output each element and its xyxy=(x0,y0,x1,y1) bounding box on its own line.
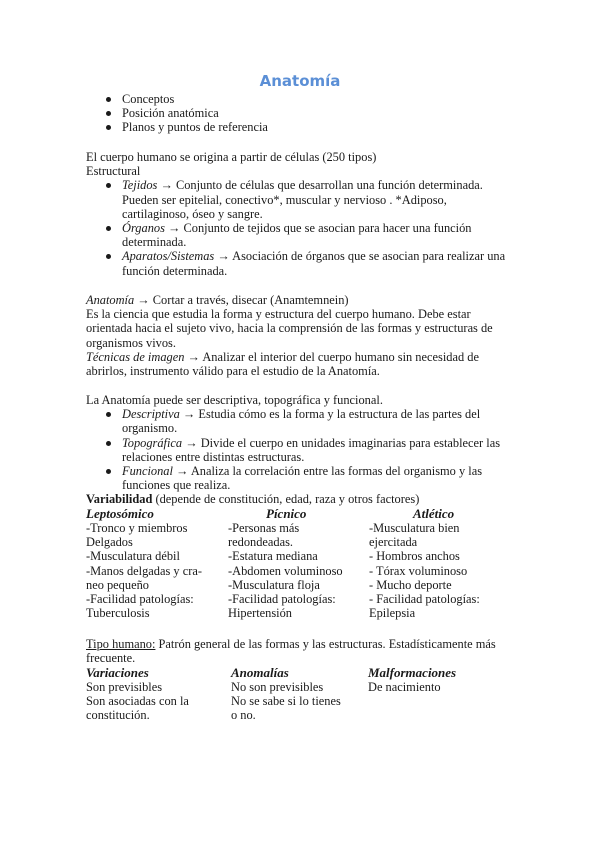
list-item: Posición anatómica xyxy=(122,106,516,120)
cell: Son previsibles xyxy=(86,680,163,694)
cell: No son previsibles xyxy=(231,680,324,694)
definition: → Analizar el interior del cuerpo humano sin necesidad de abrirlos, instrumento válido para el estudio de la Anatomía. xyxy=(86,349,479,379)
column-header: Pícnico xyxy=(266,506,307,521)
paragraph: Estructural xyxy=(86,164,141,179)
cell: -Abdomen voluminoso xyxy=(228,563,343,578)
term: Topográfica xyxy=(122,435,183,450)
cell: o no. xyxy=(231,708,256,723)
cell: redondeadas. xyxy=(228,535,294,550)
column-header: Malformaciones xyxy=(368,665,457,680)
cell: Delgados xyxy=(86,535,133,550)
definition: → Analiza la correlación entre las formas del organismo y las funciones que realiza. xyxy=(122,464,483,493)
cell: -Estatura mediana xyxy=(228,549,318,564)
intro-list-block xyxy=(86,92,516,135)
atletico-column xyxy=(369,507,480,620)
column-header: Variaciones xyxy=(86,665,149,680)
column-header: Leptosómico xyxy=(86,506,154,521)
variabilidad-label: Variabilidad xyxy=(86,492,153,507)
definition: → Asociación de órganos que se asocian para realizar una función determinada. xyxy=(122,249,506,278)
term: Tejidos xyxy=(122,178,158,193)
definition: → Estudia cómo es la forma y la estructura de las partes del organismo. xyxy=(122,407,481,436)
column-header: Atlético xyxy=(413,506,455,521)
cell: - Facilidad patologías: xyxy=(369,592,480,607)
tipos-section xyxy=(86,393,516,507)
cell: - Mucho deporte xyxy=(369,577,452,592)
cell: -Personas más xyxy=(228,521,300,535)
term: Aparatos/Sistemas xyxy=(122,249,215,264)
cell: -Musculatura bien xyxy=(369,521,460,535)
page-title: Anatomía xyxy=(259,72,341,90)
intro-list xyxy=(86,92,516,135)
cell: -Facilidad patologías: xyxy=(228,592,336,607)
definition: → Conjunto de células que desarrollan una función determinada. Pueden ser epitelial, conectivo*, muscular y nervioso . *Adiposo, cartilaginoso, óseo y sangre. xyxy=(122,178,483,221)
cell: neo pequeño xyxy=(86,577,149,592)
paragraph: La Anatomía puede ser descriptiva, topográfica y funcional. xyxy=(86,393,383,407)
term: Órganos xyxy=(122,221,165,236)
tipos-list xyxy=(86,407,516,492)
cell: -Musculatura floja xyxy=(228,577,320,592)
paragraph xyxy=(86,293,516,307)
cell: Tuberculosis xyxy=(86,606,150,621)
cell: constitución. xyxy=(86,708,150,723)
variaciones-column xyxy=(86,666,189,723)
cell: De nacimiento xyxy=(368,680,441,694)
tipo-humano-section xyxy=(86,637,516,665)
list-item xyxy=(122,464,516,492)
paragraph xyxy=(86,350,516,378)
structure-list xyxy=(86,178,516,277)
paragraph: Es la ciencia que estudia la forma y estructura del cuerpo humano. Debe estar orientada hacia el sujeto vivo, hacia la comprensión de las formas y estructuras de organismos vivos. xyxy=(86,307,493,350)
cell: - Tórax voluminoso xyxy=(369,563,468,578)
list-item xyxy=(122,249,516,277)
cell: ejercitada xyxy=(369,535,418,550)
paragraph xyxy=(86,492,516,506)
paragraph: El cuerpo humano se origina a partir de células (250 tipos) xyxy=(86,150,377,164)
cell: -Tronco y miembros xyxy=(86,521,188,535)
cell: Epilepsia xyxy=(369,606,416,621)
list-item xyxy=(122,407,516,435)
term: Anatomía xyxy=(86,293,135,307)
cell: Hipertensión xyxy=(228,606,293,621)
definition: → Divide el cuerpo en unidades imaginarias para establecer las relaciones entre distintas estructuras. xyxy=(122,435,501,464)
term: Técnicas de imagen xyxy=(86,349,185,364)
list-item: Planos y puntos de referencia xyxy=(122,120,516,134)
anomalias-column xyxy=(231,666,341,723)
list-item: Conceptos xyxy=(122,92,516,106)
constitution-table xyxy=(86,507,526,637)
differences-table xyxy=(86,666,526,726)
leptosomico-column xyxy=(86,507,202,620)
paragraph xyxy=(86,637,516,665)
definition: → Conjunto de tejidos que se asocian para hacer una función determinada. xyxy=(122,221,472,250)
column-header: Anomalías xyxy=(231,665,289,680)
term: Descriptiva xyxy=(122,407,180,422)
variabilidad-text: (depende de constitución, edad, raza y otros factores) xyxy=(152,492,420,507)
cell: -Facilidad patologías: xyxy=(86,592,194,607)
cell: - Hombros anchos xyxy=(369,549,460,564)
tipo-humano-label: Tipo humano: xyxy=(86,637,156,651)
anatomia-section xyxy=(86,293,516,378)
term: Funcional xyxy=(122,464,173,479)
tipo-humano-text: Patrón general de las formas y las estructuras. Estadísticamente más frecuente. xyxy=(86,637,496,666)
cells-section xyxy=(86,150,516,278)
cell: -Musculatura débil xyxy=(86,549,180,564)
list-item xyxy=(122,221,516,249)
cell: -Manos delgadas y cra- xyxy=(86,563,202,578)
picnico-column xyxy=(228,507,343,620)
list-item xyxy=(122,436,516,464)
definition: → Cortar a través, disecar (Anamtemnein) xyxy=(134,293,349,307)
cell: No se sabe si lo tienes xyxy=(231,694,341,709)
cell: Son asociadas con la xyxy=(86,694,189,709)
list-item xyxy=(122,178,516,221)
malformaciones-column xyxy=(368,666,456,694)
